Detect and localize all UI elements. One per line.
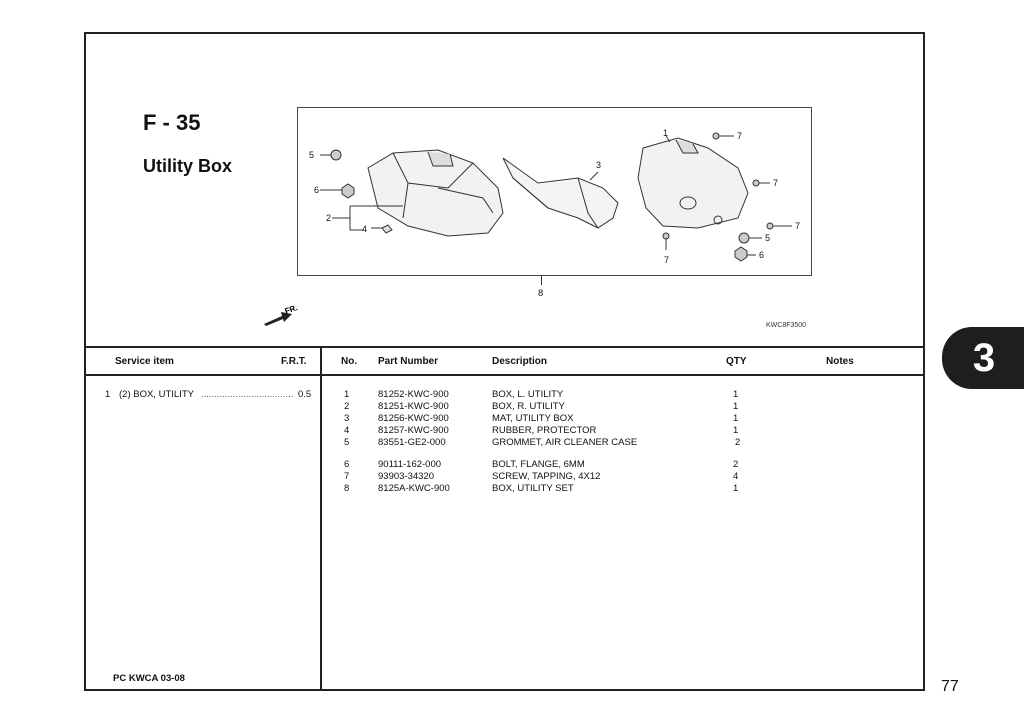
service-row-dots: ................................... <box>201 389 294 400</box>
callout-3: 3 <box>596 160 602 170</box>
row-part-number: 81252-KWC-900 <box>378 389 449 400</box>
row-description: BOLT, FLANGE, 6MM <box>492 459 585 470</box>
service-row-frt: 0.5 <box>298 389 312 400</box>
callout-5b: 5 <box>765 233 771 243</box>
row-qty: 1 <box>733 483 739 494</box>
section-tab[interactable]: 3 <box>942 327 1024 389</box>
header-frt: F.R.T. <box>281 356 307 367</box>
row-qty: 2 <box>733 459 739 470</box>
callout-6: 6 <box>314 185 320 195</box>
exploded-view-drawing <box>298 108 813 277</box>
row-part-number: 83551-GE2-000 <box>378 437 446 448</box>
callout-7d: 7 <box>664 255 670 265</box>
header-qty: QTY <box>726 356 747 367</box>
row-part-number: 93903-34320 <box>378 471 434 482</box>
row-no: 5 <box>344 437 350 448</box>
header-description: Description <box>492 356 548 367</box>
illustration-code: KWC8F3500 <box>766 322 807 329</box>
row-qty: 2 <box>735 437 741 448</box>
row-part-number: 81256-KWC-900 <box>378 413 449 424</box>
fr-label: FR. <box>283 306 299 316</box>
row-qty: 1 <box>733 401 739 412</box>
row-description: MAT, UTILITY BOX <box>492 413 574 424</box>
row-no: 6 <box>344 459 350 470</box>
row-part-number: 81257-KWC-900 <box>378 425 449 436</box>
row-description: BOX, R. UTILITY <box>492 401 565 412</box>
row-qty: 1 <box>733 389 739 400</box>
parts-illustration <box>297 107 812 276</box>
callout-7a: 7 <box>737 131 743 141</box>
service-row-item: (2) BOX, UTILITY <box>119 389 194 400</box>
divider-top <box>84 346 925 348</box>
row-no: 4 <box>344 425 350 436</box>
callout-7b: 7 <box>773 178 779 188</box>
row-description: RUBBER, PROTECTOR <box>492 425 597 436</box>
header-service-item: Service item <box>115 356 174 367</box>
row-description: GROMMET, AIR CLEANER CASE <box>492 437 638 448</box>
row-description: BOX, UTILITY SET <box>492 483 574 494</box>
row-no: 1 <box>344 389 350 400</box>
row-description: SCREW, TAPPING, 4X12 <box>492 471 601 482</box>
callout-1: 1 <box>663 128 669 138</box>
header-part-number: Part Number <box>378 356 439 367</box>
header-notes: Notes <box>826 356 854 367</box>
service-row-no: 1 <box>105 389 111 400</box>
front-arrow <box>262 306 304 333</box>
callout-7c: 7 <box>795 221 801 231</box>
row-part-number: 8125A-KWC-900 <box>378 483 450 494</box>
divider-header <box>84 374 925 376</box>
figure-title: Utility Box <box>143 156 233 176</box>
callout-6b: 6 <box>759 250 765 260</box>
row-no: 2 <box>344 401 350 412</box>
row-qty: 4 <box>733 471 739 482</box>
row-description: BOX, L. UTILITY <box>492 389 564 400</box>
row-no: 3 <box>344 413 350 424</box>
callout-4: 4 <box>362 224 368 234</box>
column-divider <box>320 347 322 691</box>
row-qty: 1 <box>733 425 739 436</box>
callout-5: 5 <box>309 150 315 160</box>
row-part-number: 90111-162-000 <box>378 459 442 470</box>
row-no: 7 <box>344 471 350 482</box>
header-no: No. <box>341 356 358 367</box>
row-qty: 1 <box>733 413 739 424</box>
row-no: 8 <box>344 483 350 494</box>
callout-8-leader <box>541 276 542 285</box>
callout-8: 8 <box>538 288 544 299</box>
figure-code: F - 35 <box>143 110 201 135</box>
footer-catalog-code: PC KWCA 03-08 <box>113 673 185 684</box>
callout-2: 2 <box>326 213 332 223</box>
row-part-number: 81251-KWC-900 <box>378 401 449 412</box>
page-number: 77 <box>941 678 959 695</box>
